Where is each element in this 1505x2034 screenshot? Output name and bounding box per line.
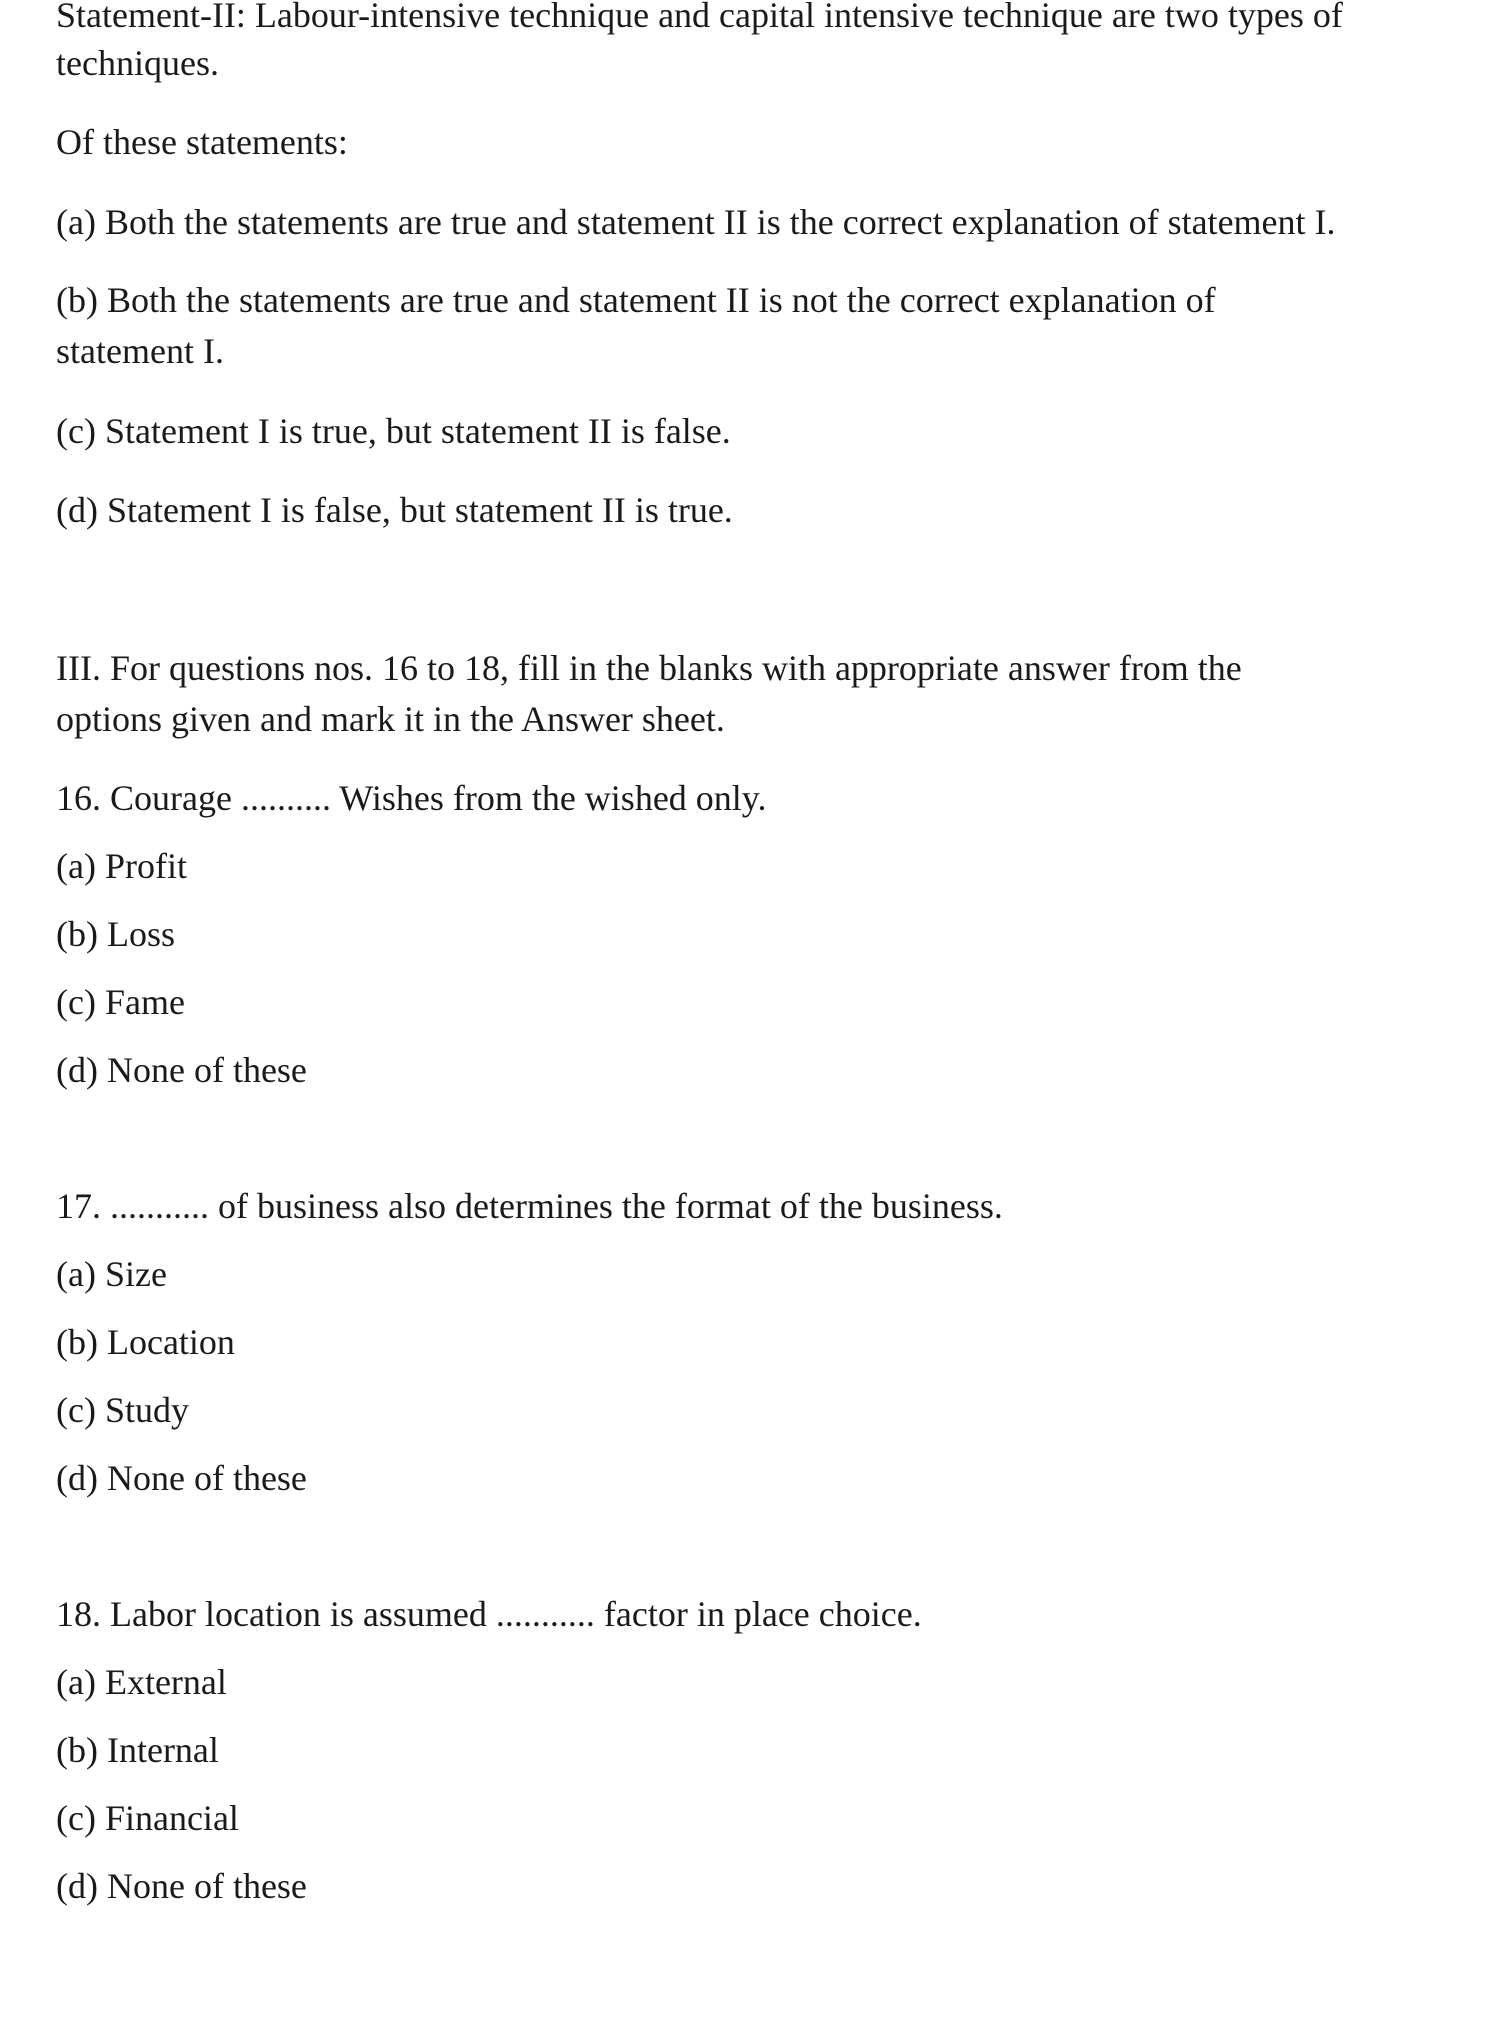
statements-prompt: Of these statements: [56,122,348,162]
q16-option-b: (b) Loss [56,914,175,954]
option-c-statements: (c) Statement I is true, but statement II is false. [56,411,731,451]
q17-option-a: (a) Size [56,1254,167,1294]
q16-option-d: (d) None of these [56,1050,307,1090]
option-d-statements: (d) Statement I is false, but statement II is true. [56,490,733,530]
question-17: 17. ........... of business also determines the format of the business. [56,1186,1003,1226]
section-iii-instruction-line2: options given and mark it in the Answer sheet. [56,699,725,739]
question-16: 16. Courage .......... Wishes from the wished only. [56,778,767,818]
q18-option-b: (b) Internal [56,1730,219,1770]
q18-option-c: (c) Financial [56,1798,239,1838]
section-iii-instruction-line1: III. For questions nos. 16 to 18, fill in the blanks with appropriate answer from the [56,648,1242,688]
option-a-statements: (a) Both the statements are true and statement II is the correct explanation of statement I. [56,202,1336,242]
q18-option-d: (d) None of these [56,1866,307,1906]
question-18: 18. Labor location is assumed ........... factor in place choice. [56,1594,922,1634]
q18-option-a: (a) External [56,1662,227,1702]
q16-option-a: (a) Profit [56,846,187,886]
option-b-statements-line2: statement I. [56,331,224,371]
q17-option-b: (b) Location [56,1322,235,1362]
statement-ii-line1: Statement-II: Labour-intensive technique and capital intensive technique are two types of [56,0,1343,35]
option-b-statements-line1: (b) Both the statements are true and statement II is not the correct explanation of [56,280,1216,320]
q17-option-c: (c) Study [56,1390,189,1430]
statement-ii-line2: techniques. [56,43,219,83]
q17-option-d: (d) None of these [56,1458,307,1498]
q16-option-c: (c) Fame [56,982,185,1022]
